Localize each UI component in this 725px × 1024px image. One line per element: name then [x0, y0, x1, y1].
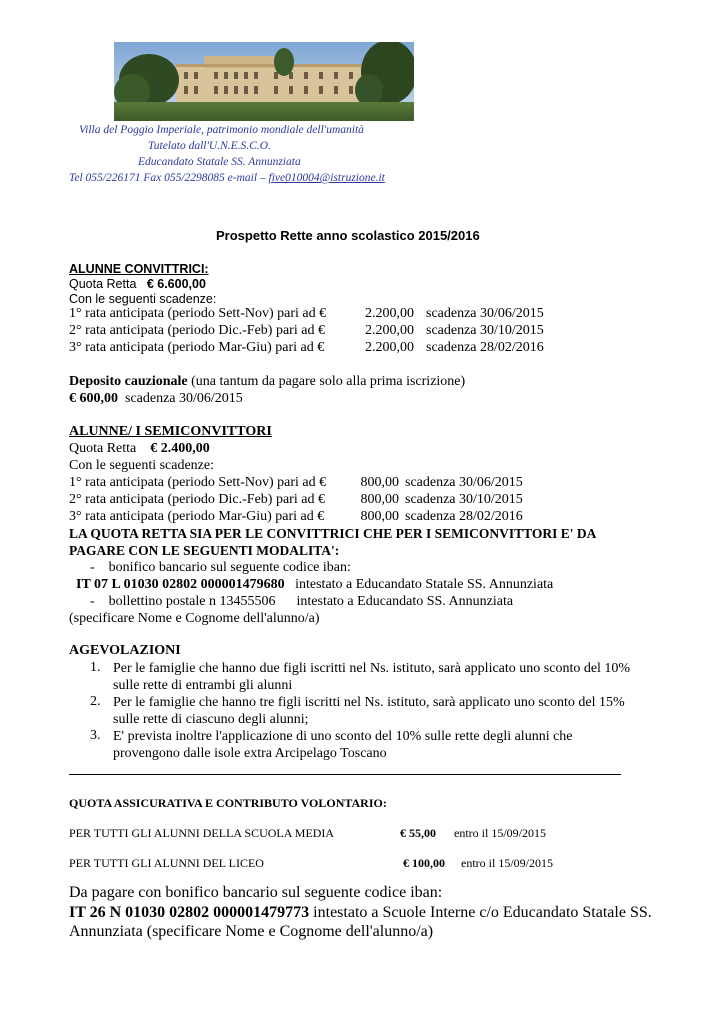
rate-amount: 800,00	[360, 509, 399, 524]
rate-amount: 800,00	[360, 492, 399, 507]
agevolazione-3	[113, 728, 655, 762]
footer-line-3: Annunziata (specificare Nome e Cognome dell'alunno/a)	[69, 923, 434, 940]
deposito-line	[69, 374, 465, 390]
header-contact-text: Tel 055/226171 Fax 055/2298085 e-mail –	[69, 172, 269, 184]
convittrici-quota-value: € 6.600,00	[146, 277, 206, 291]
modalita-line-1: LA QUOTA RETTA SIA PER LE CONVITTRICI CHE PER I SEMICONVITTORI E' DA	[69, 526, 597, 541]
rate-label: 1° rata anticipata (periodo Sett-Nov) pari ad €	[69, 306, 327, 321]
rate-label: 1° rata anticipata (periodo Sett-Nov) pari ad €	[69, 475, 327, 490]
dash-bullet: -	[90, 560, 95, 575]
rate-label: 2° rata anticipata (periodo Dic.-Feb) pari ad €	[69, 492, 325, 507]
agevolazione-3-line2: provengono dalle isole extra Arcipelago Toscano	[113, 746, 387, 761]
iban-code: IT 07 L 01030 02802 000001479680	[76, 577, 285, 592]
agevolazione-2-line1: Per le famiglie che hanno tre figli iscritti nel Ns. istituto, sarà applicato uno sconto del 15%	[113, 695, 625, 710]
iban-line	[76, 577, 553, 593]
iban-holder: intestato a Educandato Statale SS. Annunziata	[295, 577, 554, 592]
deposito-amount-line	[69, 391, 243, 407]
modalita-line-2: PAGARE CON LE SEGUENTI MODALITA':	[69, 543, 340, 558]
agevolazione-3-num: 3.	[90, 728, 101, 743]
convittrici-rate-3	[69, 340, 544, 356]
rate-amount: 800,00	[360, 475, 399, 490]
rate-due: scadenza 28/02/2016	[405, 509, 523, 524]
agevolazione-1-num: 1.	[90, 660, 101, 675]
rate-label: 3° rata anticipata (periodo Mar-Giu) pari ad €	[69, 340, 325, 355]
rate-amount: 2.200,00	[365, 323, 414, 338]
deposito-due: scadenza 30/06/2015	[125, 391, 243, 406]
footer-iban-code: IT 26 N 01030 02802 000001479773	[69, 904, 310, 921]
page-title: Prospetto Rette anno scolastico 2015/2016	[216, 228, 480, 243]
rate-amount: 2.200,00	[365, 340, 414, 355]
convittrici-heading: ALUNNE CONVITTRICI:	[69, 262, 209, 276]
villa-photo-image	[114, 42, 414, 121]
rate-label: 2° rata anticipata (periodo Dic.-Feb) pari ad €	[69, 323, 325, 338]
convittrici-rate-2	[69, 323, 544, 339]
dash-bullet: -	[90, 594, 95, 609]
bollettino-item	[90, 594, 513, 610]
assicurativa-amount: € 100,00	[403, 856, 445, 870]
agevolazione-1-line2: sulle rette di entrambi gli alunni	[113, 678, 293, 693]
rate-due: scadenza 30/10/2015	[426, 323, 544, 338]
footer-iban-line	[69, 904, 652, 922]
convittrici-quota-label: Quota Retta	[69, 277, 137, 291]
modalita-note: (specificare Nome e Cognome dell'alunno/a)	[69, 611, 320, 626]
deposito-note: (una tantum da pagare solo alla prima iscrizione)	[187, 374, 466, 389]
assicurativa-row-liceo	[69, 856, 553, 871]
assicurativa-due: entro il 15/09/2015	[454, 826, 546, 840]
header-photo	[114, 42, 414, 121]
convittrici-rate-1	[69, 306, 544, 322]
semiconvittori-rate-3	[69, 509, 523, 525]
agevolazioni-heading: AGEVOLAZIONI	[69, 643, 181, 658]
bonifico-item	[90, 560, 351, 576]
assicurativa-due: entro il 15/09/2015	[461, 856, 553, 870]
semiconvittori-rate-2	[69, 492, 523, 508]
convittrici-quota	[69, 277, 206, 291]
footer-line-1: Da pagare con bonifico bancario sul seguente codice iban:	[69, 884, 443, 901]
rate-due: scadenza 30/10/2015	[405, 492, 523, 507]
rate-label: 3° rata anticipata (periodo Mar-Giu) pari ad €	[69, 509, 325, 524]
rate-due: scadenza 28/02/2016	[426, 340, 544, 355]
agevolazione-1-line1: Per le famiglie che hanno due figli iscritti nel Ns. istituto, sarà applicato uno sconto del 10%	[113, 661, 631, 676]
assicurativa-label: PER TUTTI GLI ALUNNI DELLA SCUOLA MEDIA	[69, 826, 335, 840]
rate-due: scadenza 30/06/2015	[405, 475, 523, 490]
footer-iban-holder: intestato a Scuole Interne c/o Educandato Statale SS.	[309, 904, 652, 921]
assicurativa-heading: QUOTA ASSICURATIVA E CONTRIBUTO VOLONTARIO:	[69, 796, 387, 810]
agevolazione-2-line2: sulle rette di ciascuno degli alunni;	[113, 712, 309, 727]
header-line-1: Villa del Poggio Imperiale, patrimonio mondiale dell'umanità	[79, 124, 364, 136]
bonifico-text: bonifico bancario sul seguente codice iban:	[108, 560, 351, 575]
rate-amount: 2.200,00	[365, 306, 414, 321]
assicurativa-label: PER TUTTI GLI ALUNNI DEL LICEO	[69, 856, 264, 870]
agevolazione-2-num: 2.	[90, 694, 101, 709]
assicurativa-row-media	[69, 826, 546, 841]
bollettino-holder: intestato a Educandato SS. Annunziata	[296, 594, 514, 609]
deposito-amount: € 600,00	[69, 391, 118, 406]
semiconvittori-quota-label: Quota Retta	[69, 441, 137, 456]
section-divider	[69, 774, 621, 775]
header-line-3: Educandato Statale SS. Annunziata	[138, 156, 301, 168]
rate-due: scadenza 30/06/2015	[426, 306, 544, 321]
assicurativa-amount: € 55,00	[400, 826, 436, 840]
semiconvittori-rate-1	[69, 475, 523, 491]
semiconvittori-heading: ALUNNE/ I SEMICONVITTORI	[69, 424, 272, 439]
semiconvittori-quota-value: € 2.400,00	[150, 441, 210, 456]
convittrici-scadenze-intro: Con le seguenti scadenze:	[69, 292, 217, 306]
agevolazione-1	[113, 660, 655, 694]
header-contact	[69, 172, 725, 184]
deposito-label: Deposito cauzionale	[69, 374, 188, 389]
header-email-link[interactable]: five010004@istruzione.it	[268, 172, 385, 184]
agevolazione-3-line1: E' prevista inoltre l'applicazione di uno sconto del 10% sulle rette degli alunni che	[113, 729, 573, 744]
agevolazione-2	[113, 694, 655, 728]
bollettino-text: bollettino postale n 13455506	[108, 594, 276, 609]
semiconvittori-quota	[69, 441, 210, 457]
semiconvittori-scadenze-intro: Con le seguenti scadenze:	[69, 458, 215, 473]
header-line-2: Tutelato dall'U.N.E.S.C.O.	[148, 140, 271, 152]
